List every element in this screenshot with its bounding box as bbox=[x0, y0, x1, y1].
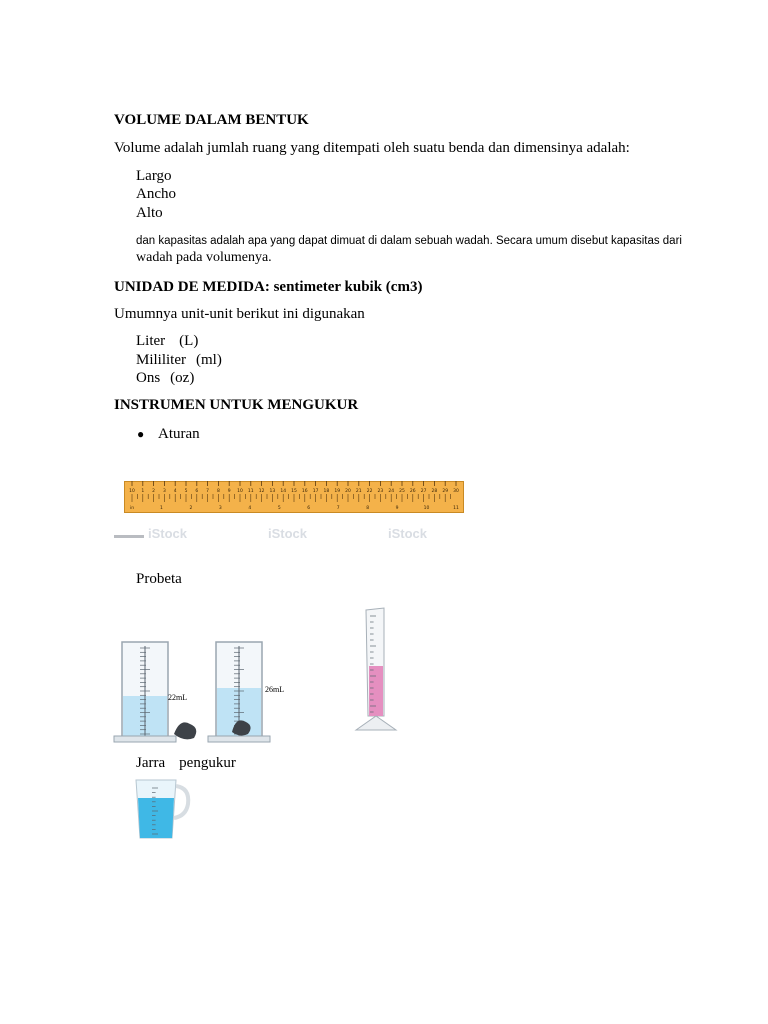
ruler-top-label: 25 bbox=[399, 489, 405, 494]
ruler-bottom-label: 5 bbox=[277, 506, 281, 511]
bullet-icon: ● bbox=[137, 427, 145, 441]
ruler-top-label: 18 bbox=[323, 489, 330, 494]
ruler-top-label: 23 bbox=[377, 489, 384, 494]
dimension-largo: Largo bbox=[136, 168, 172, 184]
ruler-bottom-label: 6 bbox=[307, 506, 311, 511]
ruler-bottom-label: 3 bbox=[218, 506, 222, 511]
ruler-top-label: 16 bbox=[301, 489, 308, 494]
ruler-top-label: 1 bbox=[141, 489, 145, 494]
ruler-top-label: 9 bbox=[227, 489, 231, 494]
ruler-bottom-label: 4 bbox=[248, 506, 252, 511]
ruler-top-label: 3 bbox=[162, 489, 166, 494]
ruler-top-label: 21 bbox=[355, 489, 362, 494]
ruler-top-label: 14 bbox=[280, 489, 287, 494]
ruler-top-label: 2 bbox=[152, 489, 156, 494]
ruler-bottom-label: 11 bbox=[453, 506, 459, 511]
ruler-bottom-label: 9 bbox=[395, 506, 399, 511]
ruler-top-label: 7 bbox=[206, 489, 210, 494]
ruler-top-label: 27 bbox=[420, 489, 427, 494]
ruler-top-label: 15 bbox=[291, 489, 297, 494]
ruler-top-label: 24 bbox=[388, 489, 395, 494]
ruler-top-label: 12 bbox=[258, 489, 265, 494]
graduated-cylinder-icon bbox=[352, 606, 412, 736]
unit-ons: Ons (oz) bbox=[136, 370, 195, 386]
ruler-top-label: 17 bbox=[312, 489, 319, 494]
unit-mililiter: Mililiter (ml) bbox=[136, 352, 222, 368]
watermark-2: iStock bbox=[268, 526, 308, 541]
ruler-bottom-label: 7 bbox=[336, 506, 340, 511]
ruler-bottom-label: 10 bbox=[423, 506, 430, 511]
measuring-jug-icon bbox=[132, 774, 192, 840]
ruler-top-label: 30 bbox=[453, 489, 459, 494]
ruler-top-label: 4 bbox=[173, 489, 177, 494]
units-intro: Umumnya unit-unit berikut ini digunakan bbox=[114, 306, 365, 322]
ruler-top-label: 28 bbox=[431, 489, 438, 494]
ruler-image bbox=[124, 481, 464, 513]
instrument-probeta: Probeta bbox=[136, 571, 182, 587]
ruler-top-label: 10 bbox=[129, 489, 135, 494]
cylinder-1-label: 22mL bbox=[168, 693, 188, 702]
ruler-bottom-label: 2 bbox=[189, 506, 193, 511]
unit-liter: Liter (L) bbox=[136, 333, 199, 349]
capacity-text-1: dan kapasitas adalah apa yang dapat dimuat di dalam sebuah wadah. Secara umum disebut kapasitas dari bbox=[136, 235, 682, 247]
ruler-top-label: 26 bbox=[409, 489, 416, 494]
ruler-top-label: 22 bbox=[366, 489, 373, 494]
ruler-top-label: 20 bbox=[345, 489, 351, 494]
dimension-alto: Alto bbox=[136, 205, 163, 221]
ruler-top-label: 13 bbox=[269, 489, 276, 494]
ruler-ticks bbox=[124, 481, 464, 513]
cylinder-2-label: 26mL bbox=[265, 685, 285, 694]
ruler-top-label: 6 bbox=[195, 489, 199, 494]
ruler-top-label: 5 bbox=[184, 489, 188, 494]
ruler-top-label: 11 bbox=[247, 489, 254, 494]
intro-text: Volume adalah jumlah ruang yang ditempati oleh suatu benda dan dimensinya adalah: bbox=[114, 140, 630, 156]
watermark-1: iStock bbox=[148, 526, 188, 541]
ruler-top-label: 8 bbox=[216, 489, 220, 494]
ruler-top-label: 29 bbox=[442, 489, 449, 494]
instrument-jarra: Jarra pengukur bbox=[136, 755, 236, 771]
scroll-bar-decoration bbox=[114, 535, 144, 538]
ruler-top-label: 10 bbox=[237, 489, 243, 494]
instrument-aturan: Aturan bbox=[158, 426, 200, 442]
dimension-ancho: Ancho bbox=[136, 186, 176, 202]
heading-unit: UNIDAD DE MEDIDA: sentimeter kubik (cm3) bbox=[114, 279, 423, 295]
ruler-top-label: 19 bbox=[334, 489, 341, 494]
heading-volume: VOLUME DALAM BENTUK bbox=[114, 112, 309, 128]
heading-instruments: INSTRUMEN UNTUK MENGUKUR bbox=[114, 397, 359, 413]
ruler-bottom-label: in bbox=[129, 506, 135, 511]
capacity-text-2: wadah pada volumenya. bbox=[136, 250, 272, 265]
ruler-bottom-label: 1 bbox=[160, 506, 163, 511]
ruler-bottom-label: 8 bbox=[366, 506, 370, 511]
watermark-3: iStock bbox=[388, 526, 428, 541]
